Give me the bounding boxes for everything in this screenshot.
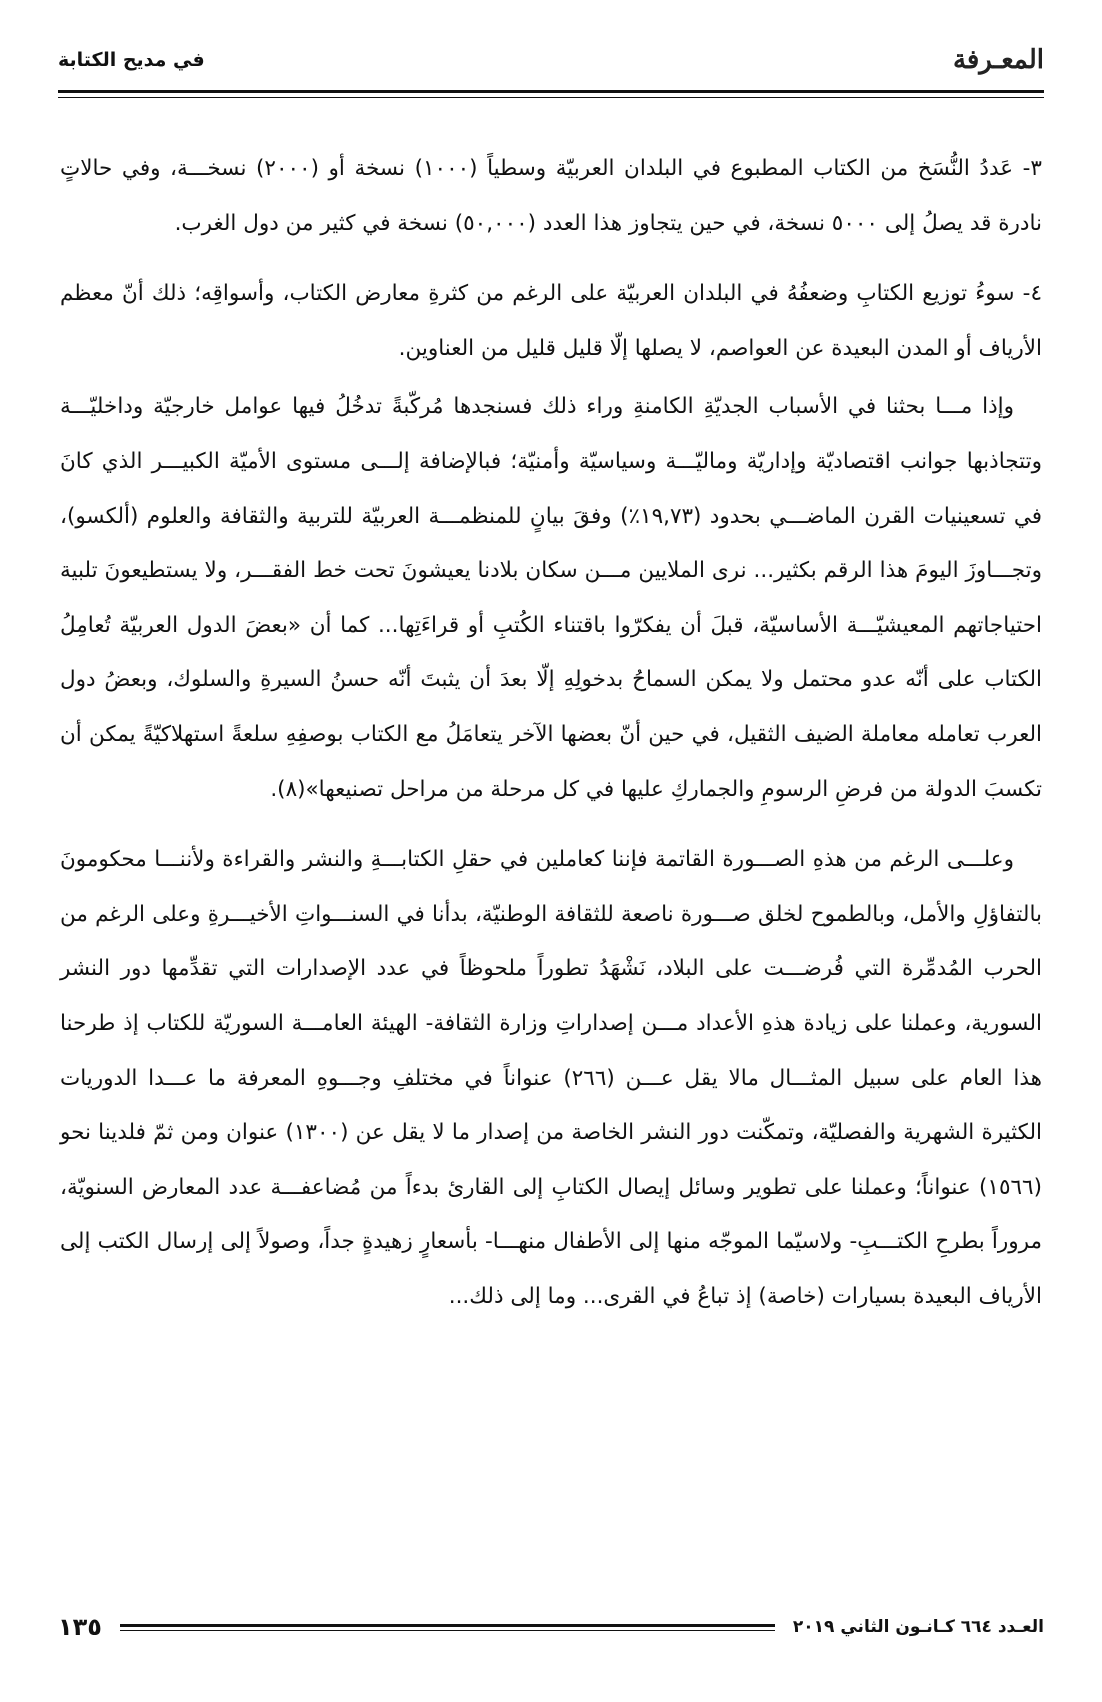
- page-number: ١٣٥: [58, 1613, 102, 1641]
- paragraph-item-4: ٤- سوءُ توزيع الكتابِ وضعفُهُ في البلدان العربيّة على الرغم من كثرةِ معارض الكتاب، وأسواقِه؛ ذلك أنّ معظم الأرياف أو المدن البعيدة عن العواصم، لا يصلها إلّا قليل قليل من العناوين.: [60, 281, 1042, 361]
- magazine-logo: المعـرفة: [952, 45, 1044, 75]
- paragraph-causes: وإذا مـــا بحثنا في الأسباب الجديّةِ الكامنةِ وراء ذلك فسنجدها مُركّبةً تدخُلُ فيها عوامل خارجيّة وداخليّـــة وتتجاذبها جوانب اقتصاديّة وإداريّة وماليّـــة وسياسيّة وأمنيّة؛ فبالإضافة إلـــى مستوى الأميّة الكبيـــر الذي كانَ في تسعينيات القرن الماضـــي بحدود (١٩,٧٣٪) وفقَ بيانٍ للمنظمـــة العربيّة للتربية والثقافة والعلوم (ألكسو)، وتجـــاوزَ اليومَ هذا الرقم بكثير... نرى الملايين مـــن سكان بلادنا يعيشونَ تحت خط الفقـــر، ولا يستطيعونَ تلبية احتياجاتهم المعيشيّـــة الأساسيّة، قبلَ أن يفكرّوا باقتناء الكُتبِ أو قراءَتِها... كما أن «بعضَ الدول العربيّة تُعامِلُ الكتاب على أنّه عدو محتمل ولا يمكن السماحُ بدخولِهِ إلّا بعدَ أن يثبتَ أنّه حسنُ السيرةِ والسلوك، وبعضُ دول العرب تعامله معاملة الضيف الثقيل، في حين أنّ بعضها الآخر يتعامَلُ مع الكتاب بوصفِهِ سلعةً استهلاكيّةً يمكن أن تكسبَ الدولة من فرضِ الرسومِ والجماركِ عليها في كل مرحلة من مراحل تصنيعها»(٨).: [60, 394, 1043, 802]
- paragraph-item-3: ٣- عَددُ النُّسَخ من الكتاب المطبوع في البلدان العربيّة وسطياً (١٠٠٠) نسخة أو (٢٠٠٠) نسخـــة، وفي حالاتٍ نادرة قد يصلُ إلى ٥٠٠٠ نسخة، في حين يتجاوز هذا العدد (٥٠,٠٠٠) نسخة في كثير من دول الغرب.: [60, 156, 1042, 236]
- section-title: في مديح الكتابة: [58, 49, 205, 71]
- paragraph-progress: وعلـــى الرغم من هذهِ الصـــورة القاتمة فإننا كعاملين في حقلِ الكتابـــةِ والنشر والقراءة ولأننـــا محكومونَ بالتفاؤلِ والأمل، وبالطموح لخلق صـــورة ناصعة للثقافة الوطنيّة، بدأنا في السنـــواتِ الأخيـــرةِ وعلى الرغم من الحرب المُدمِّرة التي فُرضـــت على البلاد، نَشْهَدُ تطوراً ملحوظاً في عدد الإصدارات التي تقدِّمها دور النشر السورية، وعملنا على زيادة هذهِ الأعداد مـــن إصداراتِ وزارة الثقافة- الهيئة العامـــة السوريّة للكتاب إذ طرحنا هذا العام على سبيل المثـــال مالا يقل عـــن (٢٦٦) عنواناً في مختلفِ وجـــوهِ المعرفة ما عـــدا الدوريات الكثيرة الشهرية والفصليّة، وتمكّنت دور النشر الخاصة من إصدار ما لا يقل عن (١٣٠٠) عنوان ومن ثمّ فلدينا نحو (١٥٦٦) عنواناً؛ وعملنا على تطوير وسائل إيصال الكتابِ إلى القارئ بدءاً من مُضاعفـــة عدد المعارض السنويّة، مروراً بطرحِ الكتـــبِ- ولاسيّما الموجّه منها إلى الأطفال منهـــا- بأسعارٍ زهيدةٍ جداً، وصولاً إلى إرسال الكتب إلى الأرياف البعيدة بسيارات (خاصة) إذ تباعُ في القرى... وما إلى ذلك...: [60, 847, 1042, 1309]
- page-header: [58, 40, 1044, 80]
- header-divider: [58, 90, 1044, 96]
- footer-divider: [120, 1624, 775, 1630]
- article-body: [60, 142, 1042, 1324]
- issue-info: العـدد ٦٦٤ كـانـون الثاني ٢٠١٩: [792, 1617, 1044, 1637]
- page-footer: [58, 1607, 1044, 1647]
